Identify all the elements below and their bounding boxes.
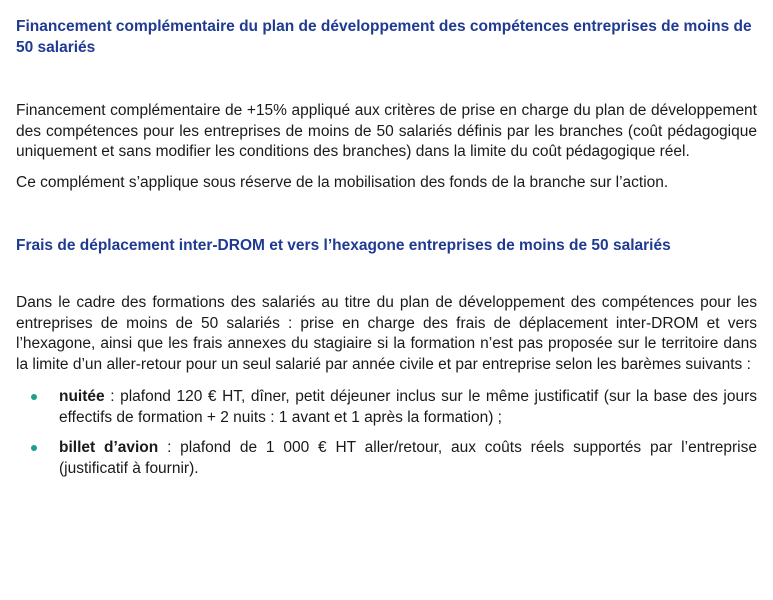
term-plane-ticket: billet d’avion	[59, 439, 159, 456]
paragraph-complementary-funding: Financement complémentaire de +15% appliqué aux critères de prise en charge du plan de développement des compétences pour les entreprises de moins de 50 salariés définis par les branches (coût pédagogique uniquement et sans modifier les conditions des branches) dans la limite du coût pédagogique réel.	[16, 102, 757, 160]
section-title-travel-costs: Frais de déplacement inter-DROM et vers l’hexagone entreprises de moins de 50 salariés	[16, 237, 671, 254]
rate-list	[16, 387, 757, 479]
list-item-plane-ticket	[16, 438, 757, 479]
text-plane-ticket: : plafond de 1 000 € HT aller/retour, aux coûts réels supportés par l’entreprise (justificatif à fournir).	[59, 439, 757, 477]
list-item-night-stay	[16, 387, 757, 428]
text-night-stay: : plafond 120 € HT, dîner, petit déjeuner inclus sur le même justificatif (sur la base des jours effectifs de formation + 2 nuits : 1 avant et 1 après la formation) ;	[59, 388, 757, 426]
bullet-dot-icon	[31, 445, 37, 451]
term-night-stay: nuitée	[59, 388, 105, 405]
bullet-dot-icon	[31, 394, 37, 400]
paragraph-branch-funds-condition: Ce complément s’applique sous réserve de la mobilisation des fonds de la branche sur l’action.	[16, 173, 669, 191]
paragraph-travel-costs: Dans le cadre des formations des salariés au titre du plan de développement des compétences pour les entreprises de moins de 50 salariés : prise en charge des frais de déplacement inter-DROM et vers l’hexagone, ainsi que les frais annexes du stagiaire si la formation n’est pas proposée sur le territoire dans la limite d’un aller-retour pour un seul salarié par année civile et par entreprise selon les barèmes suivants :	[16, 294, 757, 373]
section-title-complementary-funding: Financement complémentaire du plan de développement des compétences entreprises de moins de 50 salariés	[16, 18, 752, 56]
